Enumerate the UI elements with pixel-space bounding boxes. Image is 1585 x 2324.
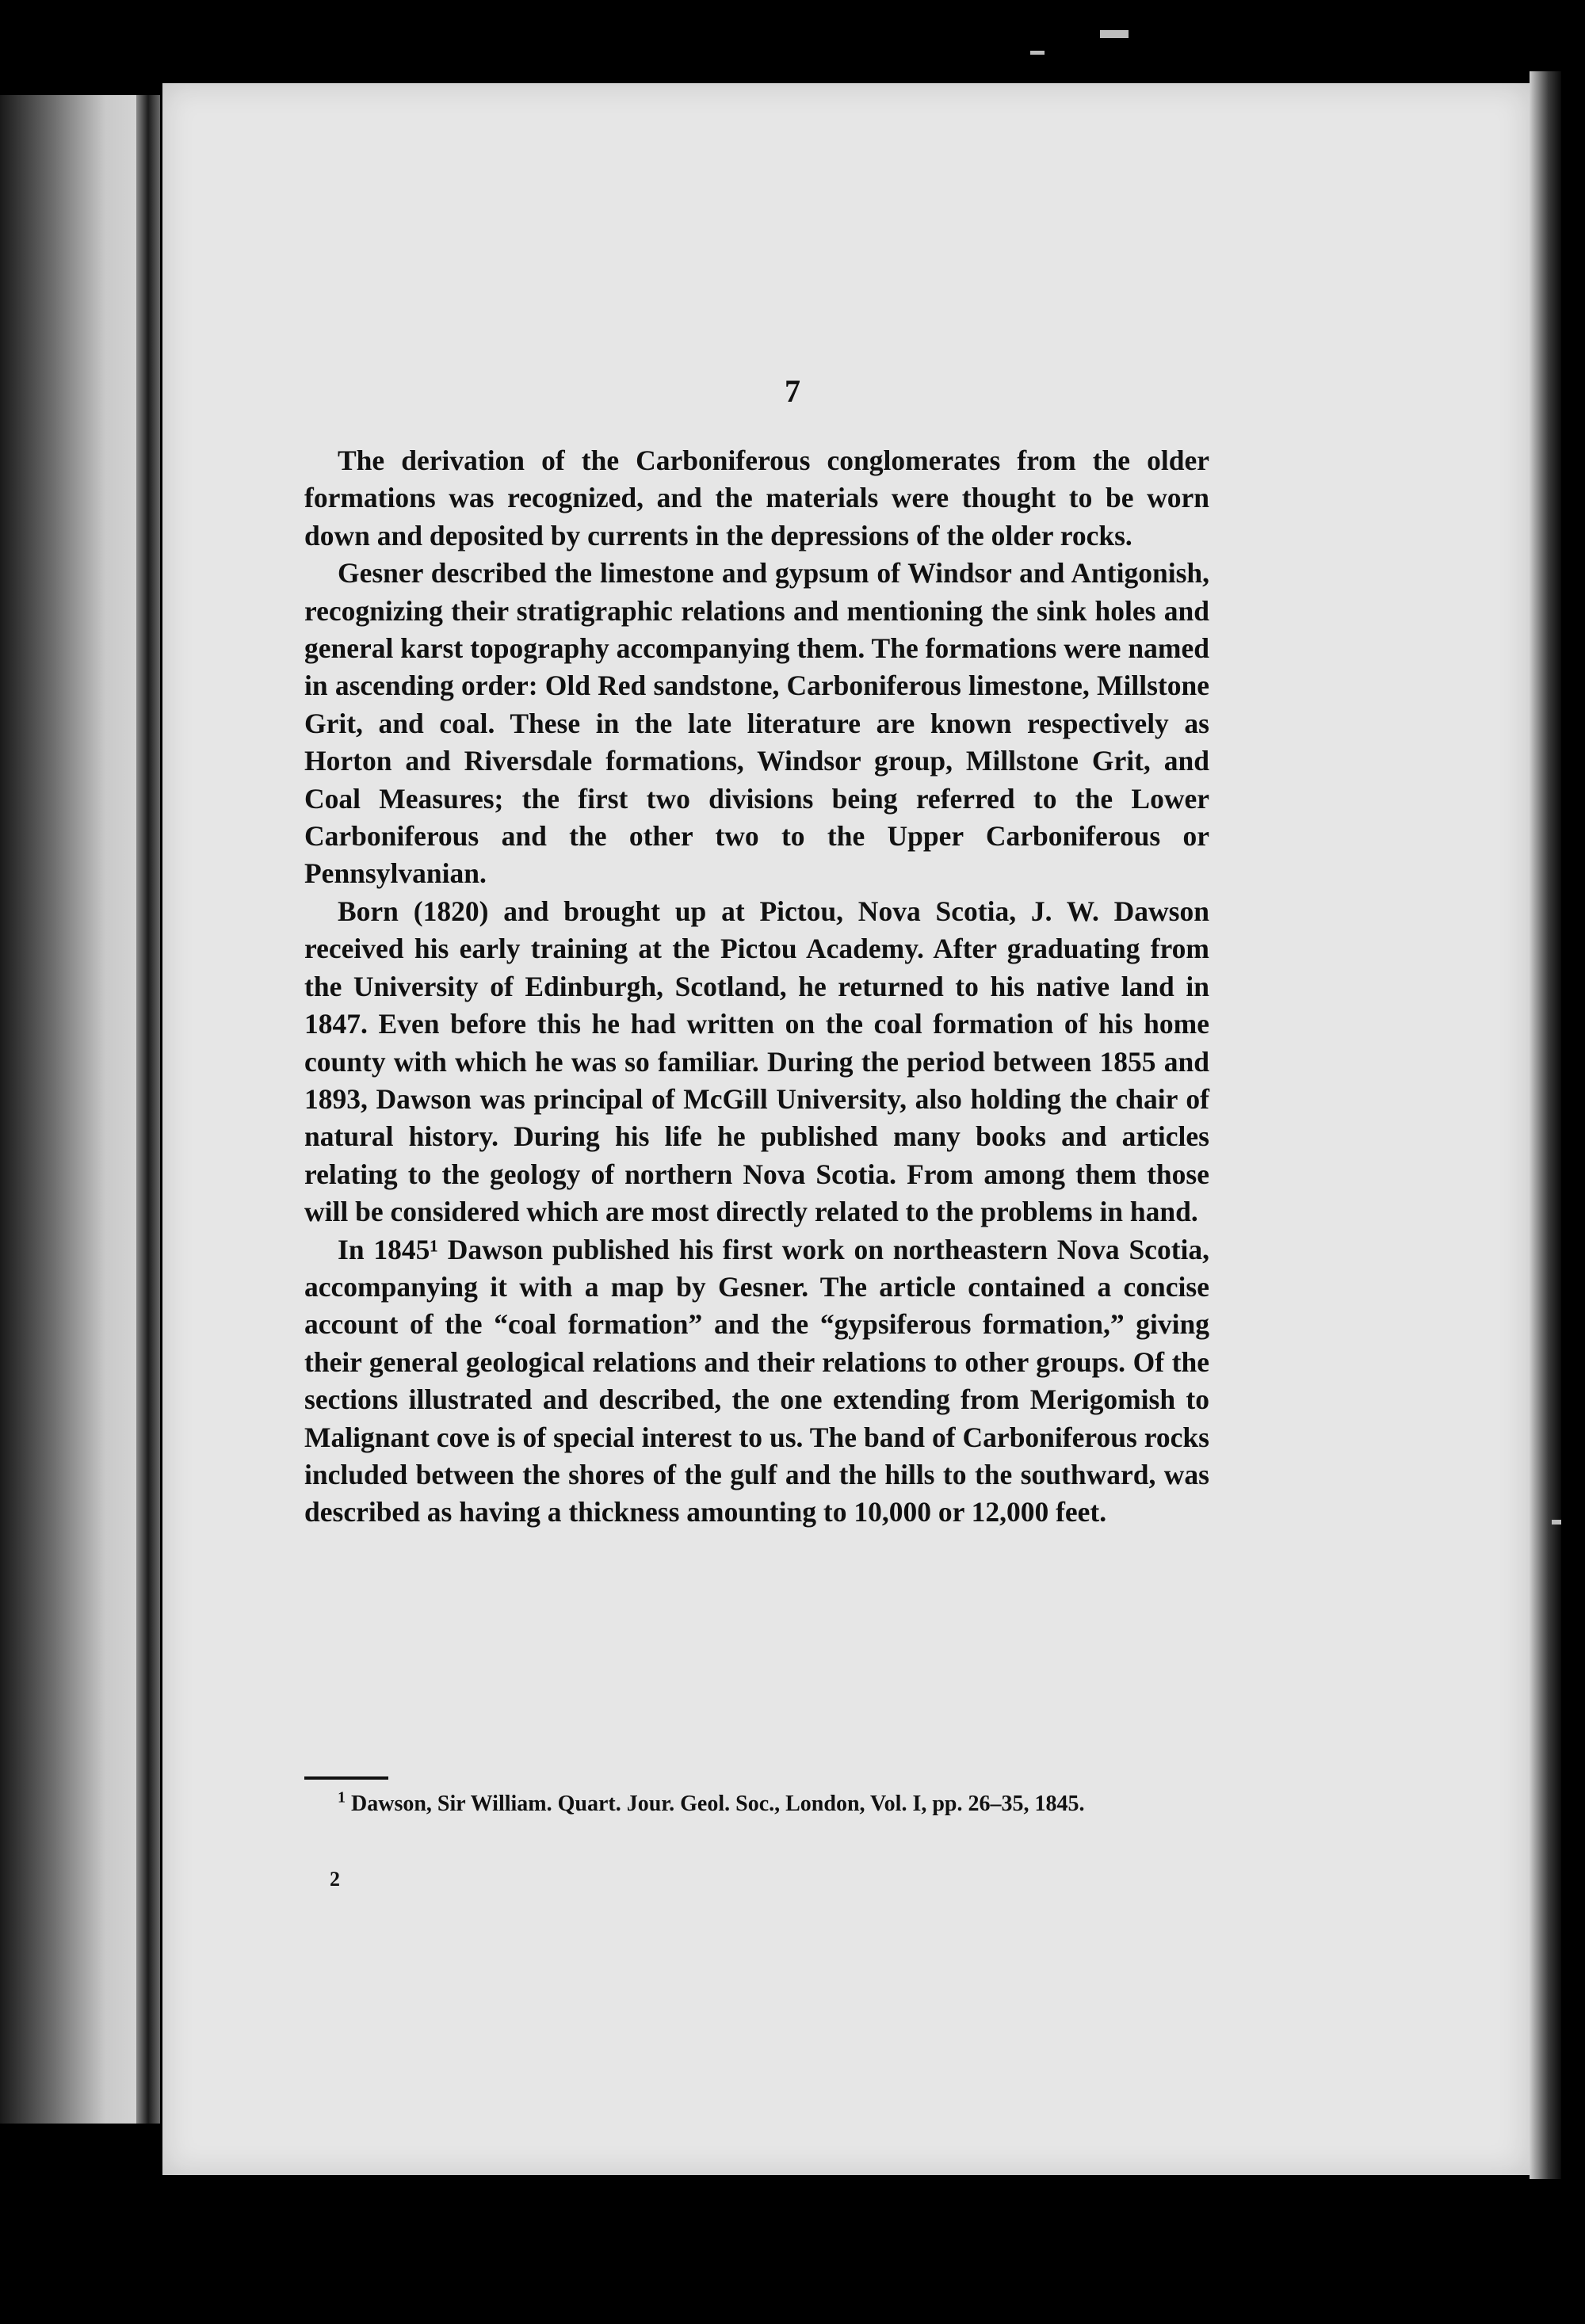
footnote xyxy=(304,1789,1209,1819)
body-text xyxy=(304,442,1209,1532)
signature-mark: 2 xyxy=(330,1868,340,1891)
scan-speck xyxy=(1552,1520,1561,1525)
footnote-marker: 1 xyxy=(338,1788,346,1807)
footnote-rule xyxy=(304,1776,388,1780)
scan-speck xyxy=(1100,30,1129,38)
paragraph: Gesner described the limestone and gypsum of Windsor and Antigonish, recognizing their stratigraphic relations and mentioning the sink holes and general karst topography accompanying them. The formations were named in ascending order: Old Red sandstone, Carboniferous limestone, Millstone Grit, and coal. These in the late literature are known respectively as Horton and Riversdale formations, Windsor group, Millstone Grit, and Coal Measures; the first two divisions being referred to the Lower Carboniferous and the other two to the Upper Carboniferous or Pennsylvanian. xyxy=(304,557,1209,890)
footnote-text: Dawson, Sir William. Quart. Jour. Geol. Soc., London, Vol. I, pp. 26–35, 1845. xyxy=(351,1792,1085,1816)
page-number: 7 xyxy=(785,373,800,409)
paragraph: In 1845¹ Dawson published his first work on northeastern Nova Scotia, accompanying it with a map by Gesner. The article contained a concise account of the “coal formation” and the “gypsiferous formation,” giving their general geological relations and their relations to other groups. Of the sections illustrated and described, the one extending from Merigomish to Malignant cove is of special interest to us. The band of Carboniferous rocks included between the shores of the gulf and the hills to the southward, was described as having a thickness amounting to 10,000 or 12,000 feet. xyxy=(304,1233,1209,1528)
scan-speck xyxy=(1030,51,1045,55)
paragraph: The derivation of the Carboniferous conglomerates from the older formations was recognized, and the materials were thought to be worn down and deposited by currents in the depressions of the older rocks. xyxy=(304,445,1209,551)
paragraph: Born (1820) and brought up at Pictou, Nova Scotia, J. W. Dawson received his early training at the Pictou Academy. After graduating from the University of Edinburgh, Scotland, he returned to his native land in 1847. Even before this he had written on the coal formation of his home county with which he was so familiar. During the period between 1855 and 1893, Dawson was principal of McGill University, also holding the chair of natural history. During his life he published many books and articles relating to the geology of northern Nova Scotia. From among them those will be considered which are most directly related to the problems in hand. xyxy=(304,895,1209,1228)
